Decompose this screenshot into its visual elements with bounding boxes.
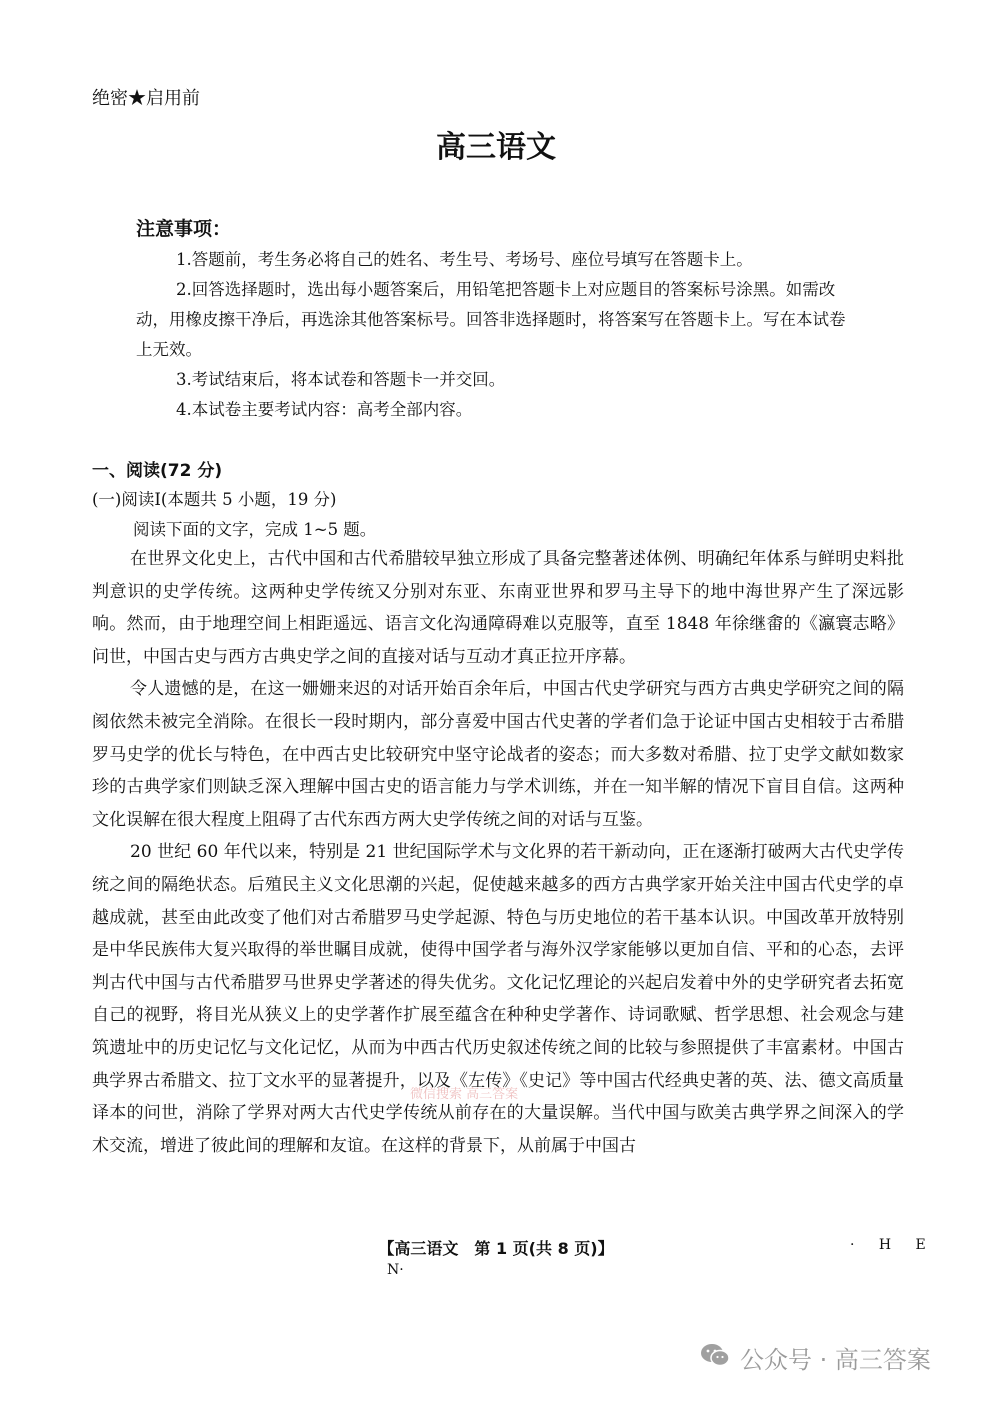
watermark-text: 微信搜索 高三答案 <box>410 1087 519 1102</box>
notice-item: 3.考试结束后，将本试卷和答题卡一并交回。 <box>176 370 506 389</box>
wechat-icon <box>700 1342 730 1374</box>
notice-list <box>136 245 858 425</box>
brand-text: 公众号 · 高三答案 <box>740 1346 931 1374</box>
notice-item: 4.本试卷主要考试内容：高考全部内容。 <box>176 400 473 419</box>
reading-instruction: 阅读下面的文字，完成 1~5 题。 <box>133 520 377 539</box>
page-title: 高三语文 <box>436 130 556 165</box>
footer-mark-right: · H E <box>850 1237 936 1253</box>
section-subheading: (一)阅读Ⅰ(本题共 5 小题，19 分) <box>92 490 337 509</box>
reading-passage <box>92 543 904 1162</box>
confidential-label: 绝密★启用前 <box>92 88 200 109</box>
notice-item: 2.回答选择题时，选出每小题答案后，用铅笔把答题卡上对应题目的答案标号涂黑。如需改动，用橡皮擦干净后，再选涂其他答案标号。回答非选择题时，将答案写在答题卡上。写在本试卷上无效。 <box>136 280 846 359</box>
notice-item: 1.答题前，考生务必将自己的姓名、考生号、考场号、座位号填写在答题卡上。 <box>176 250 753 269</box>
footer-mark-left: N· <box>387 1262 404 1278</box>
page-footer: 【高三语文 第 1 页(共 8 页)】 <box>378 1239 614 1258</box>
section-heading: 一、阅读(72 分) <box>92 461 223 481</box>
passage-paragraph: 20 世纪 60 年代以来，特别是 21 世纪国际学术与文化界的若干新动向，正在逐渐打破两大古代史学传统之间的隔绝状态。后殖民主义文化思潮的兴起，促使越来越多的西方古典学家开始关注中国古代史学的卓越成就，甚至由此改变了他们对古希腊罗马史学起源、特色与历史地位的若干基本认识。中国改革开放特别是中华民族伟大复兴取得的举世瞩目成就，使得中国学者与海外汉学家能够以更加自信、平和的心态，去评判古代中国与古代希腊罗马世界史学著述的得失优劣。文化记忆理论的兴起启发着中外的史学研究者去拓宽自己的视野，将目光从狭义上的史学著作扩展至蕴含在种种史学著作、诗词歌赋、哲学思想、社会观念与建筑遗址中的历史记忆与文化记忆，从而为中西古代历史叙述传统之间的比较与参照提供了丰富素材。中国古典学界古希腊文、拉丁文水平的显著提升，以及《左传》《史记》等中国古代经典史著的英、法、德文高质量译本的问世，消除了学界对两大古代史学传统从前存在的大量误解。当代中国与欧美古典学界之间深入的学术交流，增进了彼此间的理解和友谊。在这样的背景下，从前属于中国古 <box>92 842 904 1156</box>
passage-paragraph: 令人遗憾的是，在这一姗姗来迟的对话开始百余年后，中国古代史学研究与西方古典史学研究之间的隔阂依然未被完全消除。在很长一段时期内，部分喜爱中国古代史著的学者们急于论证中国古史相较于古希腊罗马史学的优长与特色，在中西古史比较研究中坚守论战者的姿态；而大多数对希腊、拉丁史学文献如数家珍的古典学家们则缺乏深入理解中国古史的语言能力与学术训练，并在一知半解的情况下盲目自信。这两种文化误解在很大程度上阻碍了古代东西方两大史学传统之间的对话与互鉴。 <box>92 679 904 830</box>
wechat-brand <box>700 1340 931 1375</box>
passage-paragraph: 在世界文化史上，古代中国和古代希腊较早独立形成了具备完整著述体例、明确纪年体系与鲜明史料批判意识的史学传统。这两种史学传统又分别对东亚、东南亚世界和罗马主导下的地中海世界产生了深远影响。然而，由于地理空间上相距遥远、语言文化沟通障碍难以克服等，直至 1848 年徐继畬的《瀛寰志略》问世，中国古史与西方古典史学之间的直接对话与互动才真正拉开序幕。 <box>92 549 904 667</box>
notice-heading: 注意事项： <box>136 218 232 240</box>
